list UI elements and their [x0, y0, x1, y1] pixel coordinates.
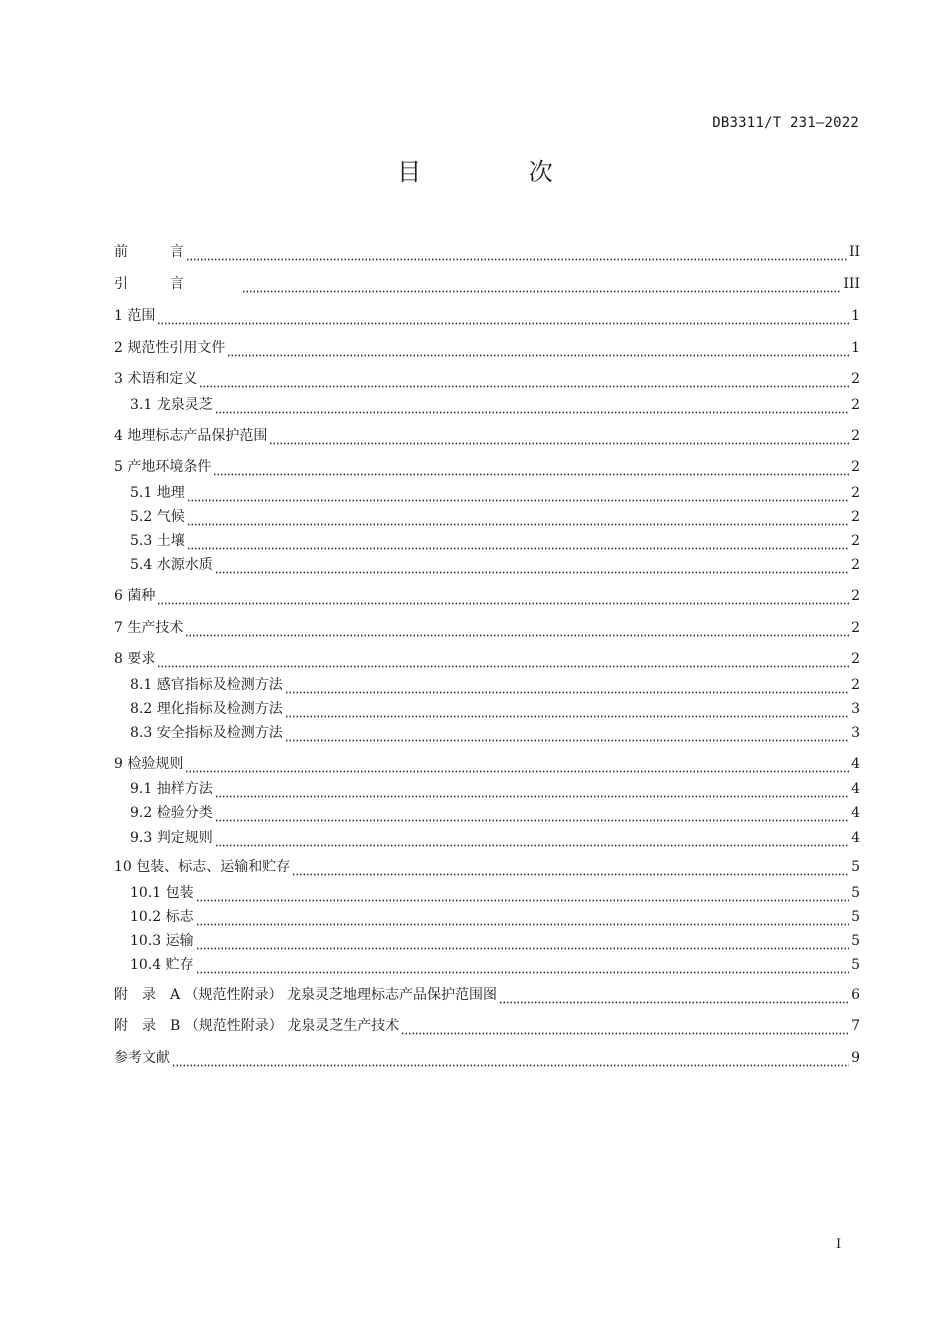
toc-entry-label: 9.2 检验分类 [130, 805, 213, 821]
toc-leader-dots [187, 512, 849, 526]
toc-entry[interactable] [114, 650, 860, 668]
toc-leader-dots [187, 488, 849, 502]
toc-leader-dots [157, 591, 849, 605]
toc-entry-page: 4 [851, 781, 860, 797]
toc-entry[interactable] [114, 275, 860, 293]
toc-entry-page: 2 [851, 397, 860, 413]
toc-entry-label: 9.3 判定规则 [130, 830, 213, 846]
toc-entry-page: 3 [851, 725, 860, 741]
toc-leader-dots [157, 654, 849, 668]
toc-entry-label: 5.2 气候 [130, 509, 185, 525]
toc-entry[interactable] [114, 619, 860, 637]
toc-entry-label: 引 言 [114, 276, 240, 292]
toc-entry[interactable] [114, 243, 860, 261]
toc-entry[interactable] [114, 986, 860, 1004]
toc-entry-page: 6 [851, 987, 860, 1003]
toc-entry[interactable] [114, 755, 860, 773]
toc-entry-label: 2 规范性引用文件 [114, 340, 226, 356]
toc-leader-dots [292, 862, 849, 876]
toc-entry-page: 2 [851, 459, 860, 475]
toc-entry-label: 10.2 标志 [130, 909, 194, 925]
toc-entry-label: 9.1 抽样方法 [130, 781, 213, 797]
toc-entry-page: 5 [851, 957, 860, 973]
toc-entry-page: 5 [851, 859, 860, 875]
toc-leader-dots [269, 431, 849, 445]
toc-leader-dots [196, 912, 849, 926]
toc-leader-dots [242, 279, 841, 293]
toc-leader-dots [285, 728, 849, 742]
toc-leader-dots [199, 374, 849, 388]
toc-entry-page: 2 [851, 371, 860, 387]
toc-entry-label: 前 言 [114, 244, 184, 260]
toc-leader-dots [196, 936, 849, 950]
toc-leader-dots [185, 759, 849, 773]
toc-leader-dots [196, 960, 849, 974]
toc-entry[interactable] [130, 908, 860, 926]
toc-entry-page: 4 [851, 805, 860, 821]
toc-leader-dots [401, 1021, 849, 1035]
toc-entry[interactable] [130, 804, 860, 822]
toc-entry[interactable] [114, 858, 860, 876]
toc-entry[interactable] [130, 956, 860, 974]
toc-entry-page: II [848, 244, 860, 260]
toc-entry-page: 7 [851, 1018, 860, 1034]
toc-entry[interactable] [130, 532, 860, 550]
toc-entry[interactable] [114, 307, 860, 325]
toc-entry-label: 3.1 龙泉灵芝 [130, 397, 213, 413]
toc-entry-page: 1 [851, 340, 860, 356]
toc-entry[interactable] [130, 700, 860, 718]
toc-entry[interactable] [114, 1049, 860, 1067]
toc-entry[interactable] [130, 780, 860, 798]
toc-entry[interactable] [114, 427, 860, 445]
toc-entry-label: 8.1 感官指标及检测方法 [130, 677, 283, 693]
toc-leader-dots [215, 833, 849, 847]
toc-entry-page: 3 [851, 701, 860, 717]
toc-entry[interactable] [114, 339, 860, 357]
toc-entry[interactable] [130, 724, 860, 742]
toc-entry-label: 8 要求 [114, 651, 156, 667]
toc-entry-label: 5 产地环境条件 [114, 459, 212, 475]
toc-entry-label: 10 包装、标志、运输和贮存 [114, 859, 291, 875]
toc-leader-dots [215, 400, 849, 414]
toc-entry-label: 4 地理标志产品保护范围 [114, 428, 268, 444]
toc-entry-label: 5.3 土壤 [130, 533, 185, 549]
page-number: I [836, 1237, 842, 1252]
toc-entry-page: 1 [851, 308, 860, 324]
toc-entry-label: 6 菌种 [114, 588, 156, 604]
toc-leader-dots [157, 311, 849, 325]
toc-entry-page: 2 [851, 677, 860, 693]
toc-leader-dots [196, 888, 849, 902]
document-code: DB3311/T 231—2022 [712, 115, 859, 131]
toc-leader-dots [215, 784, 849, 798]
toc-entry[interactable] [130, 676, 860, 694]
toc-entry[interactable] [130, 396, 860, 414]
toc-entry[interactable] [130, 829, 860, 847]
toc-entry-label: 8.2 理化指标及检测方法 [130, 701, 283, 717]
toc-leader-dots [186, 247, 847, 261]
toc-entry[interactable] [130, 484, 860, 502]
toc-entry-page: 2 [851, 651, 860, 667]
toc-entry-label: 1 范围 [114, 308, 156, 324]
toc-entry-page: 4 [851, 756, 860, 772]
toc-leader-dots [215, 808, 849, 822]
toc-entry-page: 2 [851, 428, 860, 444]
toc-entry-page: 4 [851, 830, 860, 846]
toc-entry-page: 5 [851, 885, 860, 901]
toc-entry[interactable] [130, 884, 860, 902]
toc-entry-label: 10.4 贮存 [130, 957, 194, 973]
toc-leader-dots [285, 704, 849, 718]
toc-entry[interactable] [114, 587, 860, 605]
toc-entry-page: 5 [851, 909, 860, 925]
toc-entry-label: 10.1 包装 [130, 885, 194, 901]
toc-leader-dots [285, 680, 849, 694]
toc-entry-label: 9 检验规则 [114, 756, 184, 772]
toc-leader-dots [227, 343, 849, 357]
toc-entry[interactable] [130, 508, 860, 526]
toc-entry-label: 7 生产技术 [114, 620, 184, 636]
toc-leader-dots [187, 536, 849, 550]
toc-leader-dots [213, 462, 849, 476]
toc-entry-label: 5.1 地理 [130, 485, 185, 501]
toc-title: 目 次 [397, 158, 603, 186]
toc-entry[interactable] [130, 556, 860, 574]
toc-entry-label: 附 录 B （规范性附录） 龙泉灵芝生产技术 [114, 1018, 400, 1034]
toc-entry-page: 5 [851, 933, 860, 949]
toc-entry-page: 2 [851, 557, 860, 573]
toc-entry-label: 参考文献 [114, 1050, 170, 1066]
toc-entry[interactable] [114, 370, 860, 388]
toc-leader-dots [172, 1053, 849, 1067]
toc-entry[interactable] [130, 932, 860, 950]
toc-leader-dots [215, 560, 849, 574]
toc-entry-label: 附 录 A （规范性附录） 龙泉灵芝地理标志产品保护范围图 [114, 987, 498, 1003]
toc-entry-page: 9 [851, 1050, 860, 1066]
toc-leader-dots [185, 623, 849, 637]
toc-entry-label: 8.3 安全指标及检测方法 [130, 725, 283, 741]
toc-entry-page: 2 [851, 533, 860, 549]
toc-entry-label: 5.4 水源水质 [130, 557, 213, 573]
toc-entry-label: 10.3 运输 [130, 933, 194, 949]
toc-entry-page: 2 [851, 620, 860, 636]
toc-entry[interactable] [114, 458, 860, 476]
toc-leader-dots [499, 990, 849, 1004]
toc-entry-page: 2 [851, 485, 860, 501]
toc-entry-page: 2 [851, 509, 860, 525]
toc-entry[interactable] [114, 1017, 860, 1035]
toc-entry-label: 3 术语和定义 [114, 371, 198, 387]
toc-entry-page: 2 [851, 588, 860, 604]
toc-entry-page: III [843, 276, 860, 292]
